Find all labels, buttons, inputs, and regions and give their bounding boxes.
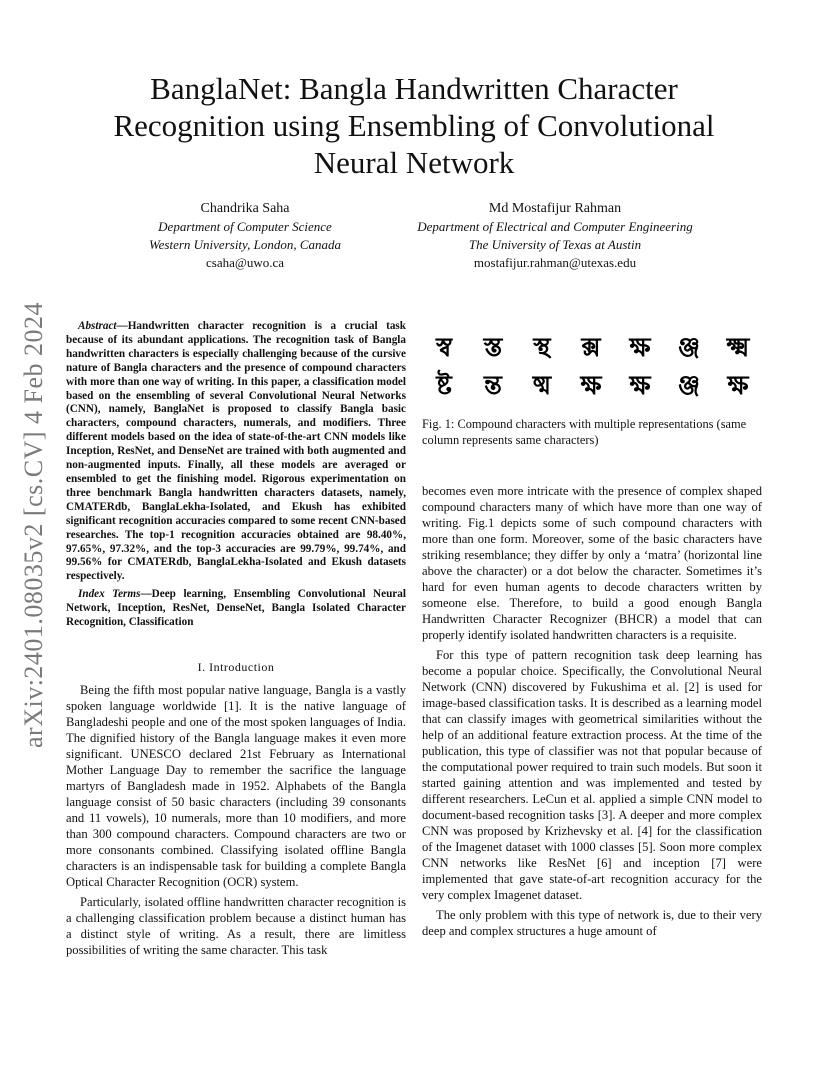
glyph-top: স্ব [436,333,452,363]
glyph-bottom: ষ্ট [436,371,452,401]
author-institution: The University of Texas at Austin [468,237,642,252]
title-line: BanglaNet: Bangla Handwritten Character [150,71,678,106]
glyph-top: ক্স [581,333,601,363]
glyph-bottom: ক্ষ [580,371,602,401]
glyph-top: স্থ [533,333,551,363]
author-email[interactable]: csaha@uwo.ca [205,255,285,270]
glyph-top: ঞ্জ [677,333,701,363]
paragraph: becomes even more intricate with the presence of complex shaped compound characters many of which have more than one way of writing. Fig.1 depicts some of such compound characters with more than one form. Moreover, some of the basic characters have striking resemblance; they differ by only a ‘matra’ (horizontal line above the character) or a dot below the character. Sometimes it’s hard for even human agents to decode characters written by someone else. Therefore, to build a good enough Bangla Handwritten Character Recognizer (BHCR) a model that can properly identify isolated handwritten characters is a requisite. [422,484,762,642]
right-column-body [422,483,762,943]
figure-caption: Fig. 1: Compound characters with multiple representations (same column represents same characters) [422,417,747,447]
title-line: Neural Network [313,145,515,180]
glyph-top: ক্ষ্ম [726,333,750,363]
glyph-bottom: ঞ্জ [677,371,701,401]
glyph-top: ক্ষ [629,333,651,363]
section-heading: I. Introduction [197,660,275,674]
abstract-label: Abstract [78,320,117,332]
author-email[interactable]: mostafijur.rahman@utexas.edu [473,255,637,270]
index-terms-text: —Deep learning, Ensembling Convolutional Neural Network, Inception, ResNet, DenseNet, Bangla Isolated Character Recognition, Classification [66,588,406,629]
paragraph: Being the fifth most popular native language, Bangla is a vastly spoken language worldwide [1]. It is the native language of Bangladeshi people and one of the most spoken languages of India. The dignified history of the Bangla language makes it even more significant. UNESCO declared 21st February as International Mother Language Day to remember the sacrifice the language martyrs of Bangladesh made in 1952. Alphabets of the Bangla language consist of 50 basic characters (including 39 consonants and 11 vowels), 10 numerals, more than 10 modifiers, and more than 300 compound characters. Compound characters are two or more consonants combined. Classifying isolated offline Bangla characters is an indispensable task for building a complete Bangla Optical Character Recognition (OCR) system. [66,683,406,889]
title-line: Recognition using Ensembling of Convolutional [113,108,715,143]
author-name: Md Mostafijur Rahman [488,201,622,216]
author-block [390,200,720,272]
abstract [66,320,406,630]
author-department: Department of Computer Science [158,219,332,234]
glyph-top: স্ত [483,333,503,363]
glyph-bottom: ক্ষ [727,371,749,401]
abstract-text: —Handwritten character recognition is a crucial task because of its abundant applications. The recognition task of Bangla handwritten characters is especially challenging because of the cursive nature of Bangla characters and the presence of compound characters with more than one way of writing. In this paper, a classification model based on the ensembling of several Convolutional Neural Networks (CNN), namely, BanglaNet is proposed to classify Bangla basic characters, compound characters, numerals, and modifiers. Three different models based on the idea of state-of-the-art CNN models like Inception, ResNet, and DenseNet are trained with both augmented and non-augmented inputs. Finally, all these models are averaged or ensembled to get the finishing model. Rigorous experimentation on three benchmark Bangla handwritten characters datasets, namely, CMATERdb, BanglaLekha-Isolated, and Ekush has exhibited significant recognition accuracies compared to some recent CNN-based researches. The top-1 recognition accuracies obtained are 98.40%, 97.65%, 97.32%, and the top-3 accuracies are 99.79%, 99.74%, and 99.56% for CMATERdb, BanglaLekha-Isolated and Ekush datasets respectively. [66,320,406,583]
glyph-bottom: ন্ত [484,371,502,401]
arxiv-stamp: arXiv:2401.08035v2 [cs.CV] 4 Feb 2024 [19,301,48,749]
paragraph: The only problem with this type of network is, due to their very deep and complex structures a huge amount of [422,908,762,938]
glyph-bottom: ষ্ম [532,371,552,401]
paper-title [60,70,768,181]
author-name: Chandrika Saha [200,201,290,216]
paragraph: Particularly, isolated offline handwritten character recognition is a challenging classification problem because a distinct human has a distinct style of writing. As a result, there are limitless possibilities of writing the same character. This task [66,895,406,957]
paragraph: For this type of pattern recognition task deep learning has become a popular choice. Specifically, the Convolutional Neural Network (CNN) discovered by Fukushima et al. [2] is used for image-based classification tasks. It is described as a learning model that can classify images with geometrical similarities without the help of an additional feature extraction process. At the time of the publication, this type of classifier was not that popular because of the computational power required to train such models. But soon it started gaining attention and was implemented and tested by different researchers. LeCun et al. applied a simple CNN model to document-based recognition tasks [3]. A deeper and more complex CNN was proposed by Krizhevsky et al. [4] for the classification of the Imagenet dataset with 1000 classes [5]. Soon more complex CNN networks like ResNet [6] and inception [7] were implemented that gave state-of-art recognition accuracy for the very complex Imagenet dataset. [422,648,762,902]
glyph-bottom: ক্ষ [629,371,651,401]
author-block [120,200,370,272]
left-column-body [66,682,406,962]
author-department: Department of Electrical and Computer Engineering [417,219,693,234]
index-terms-label: Index Terms [78,588,141,601]
author-institution: Western University, London, Canada [149,237,341,252]
figure-handwritten-compound-characters [420,322,764,402]
